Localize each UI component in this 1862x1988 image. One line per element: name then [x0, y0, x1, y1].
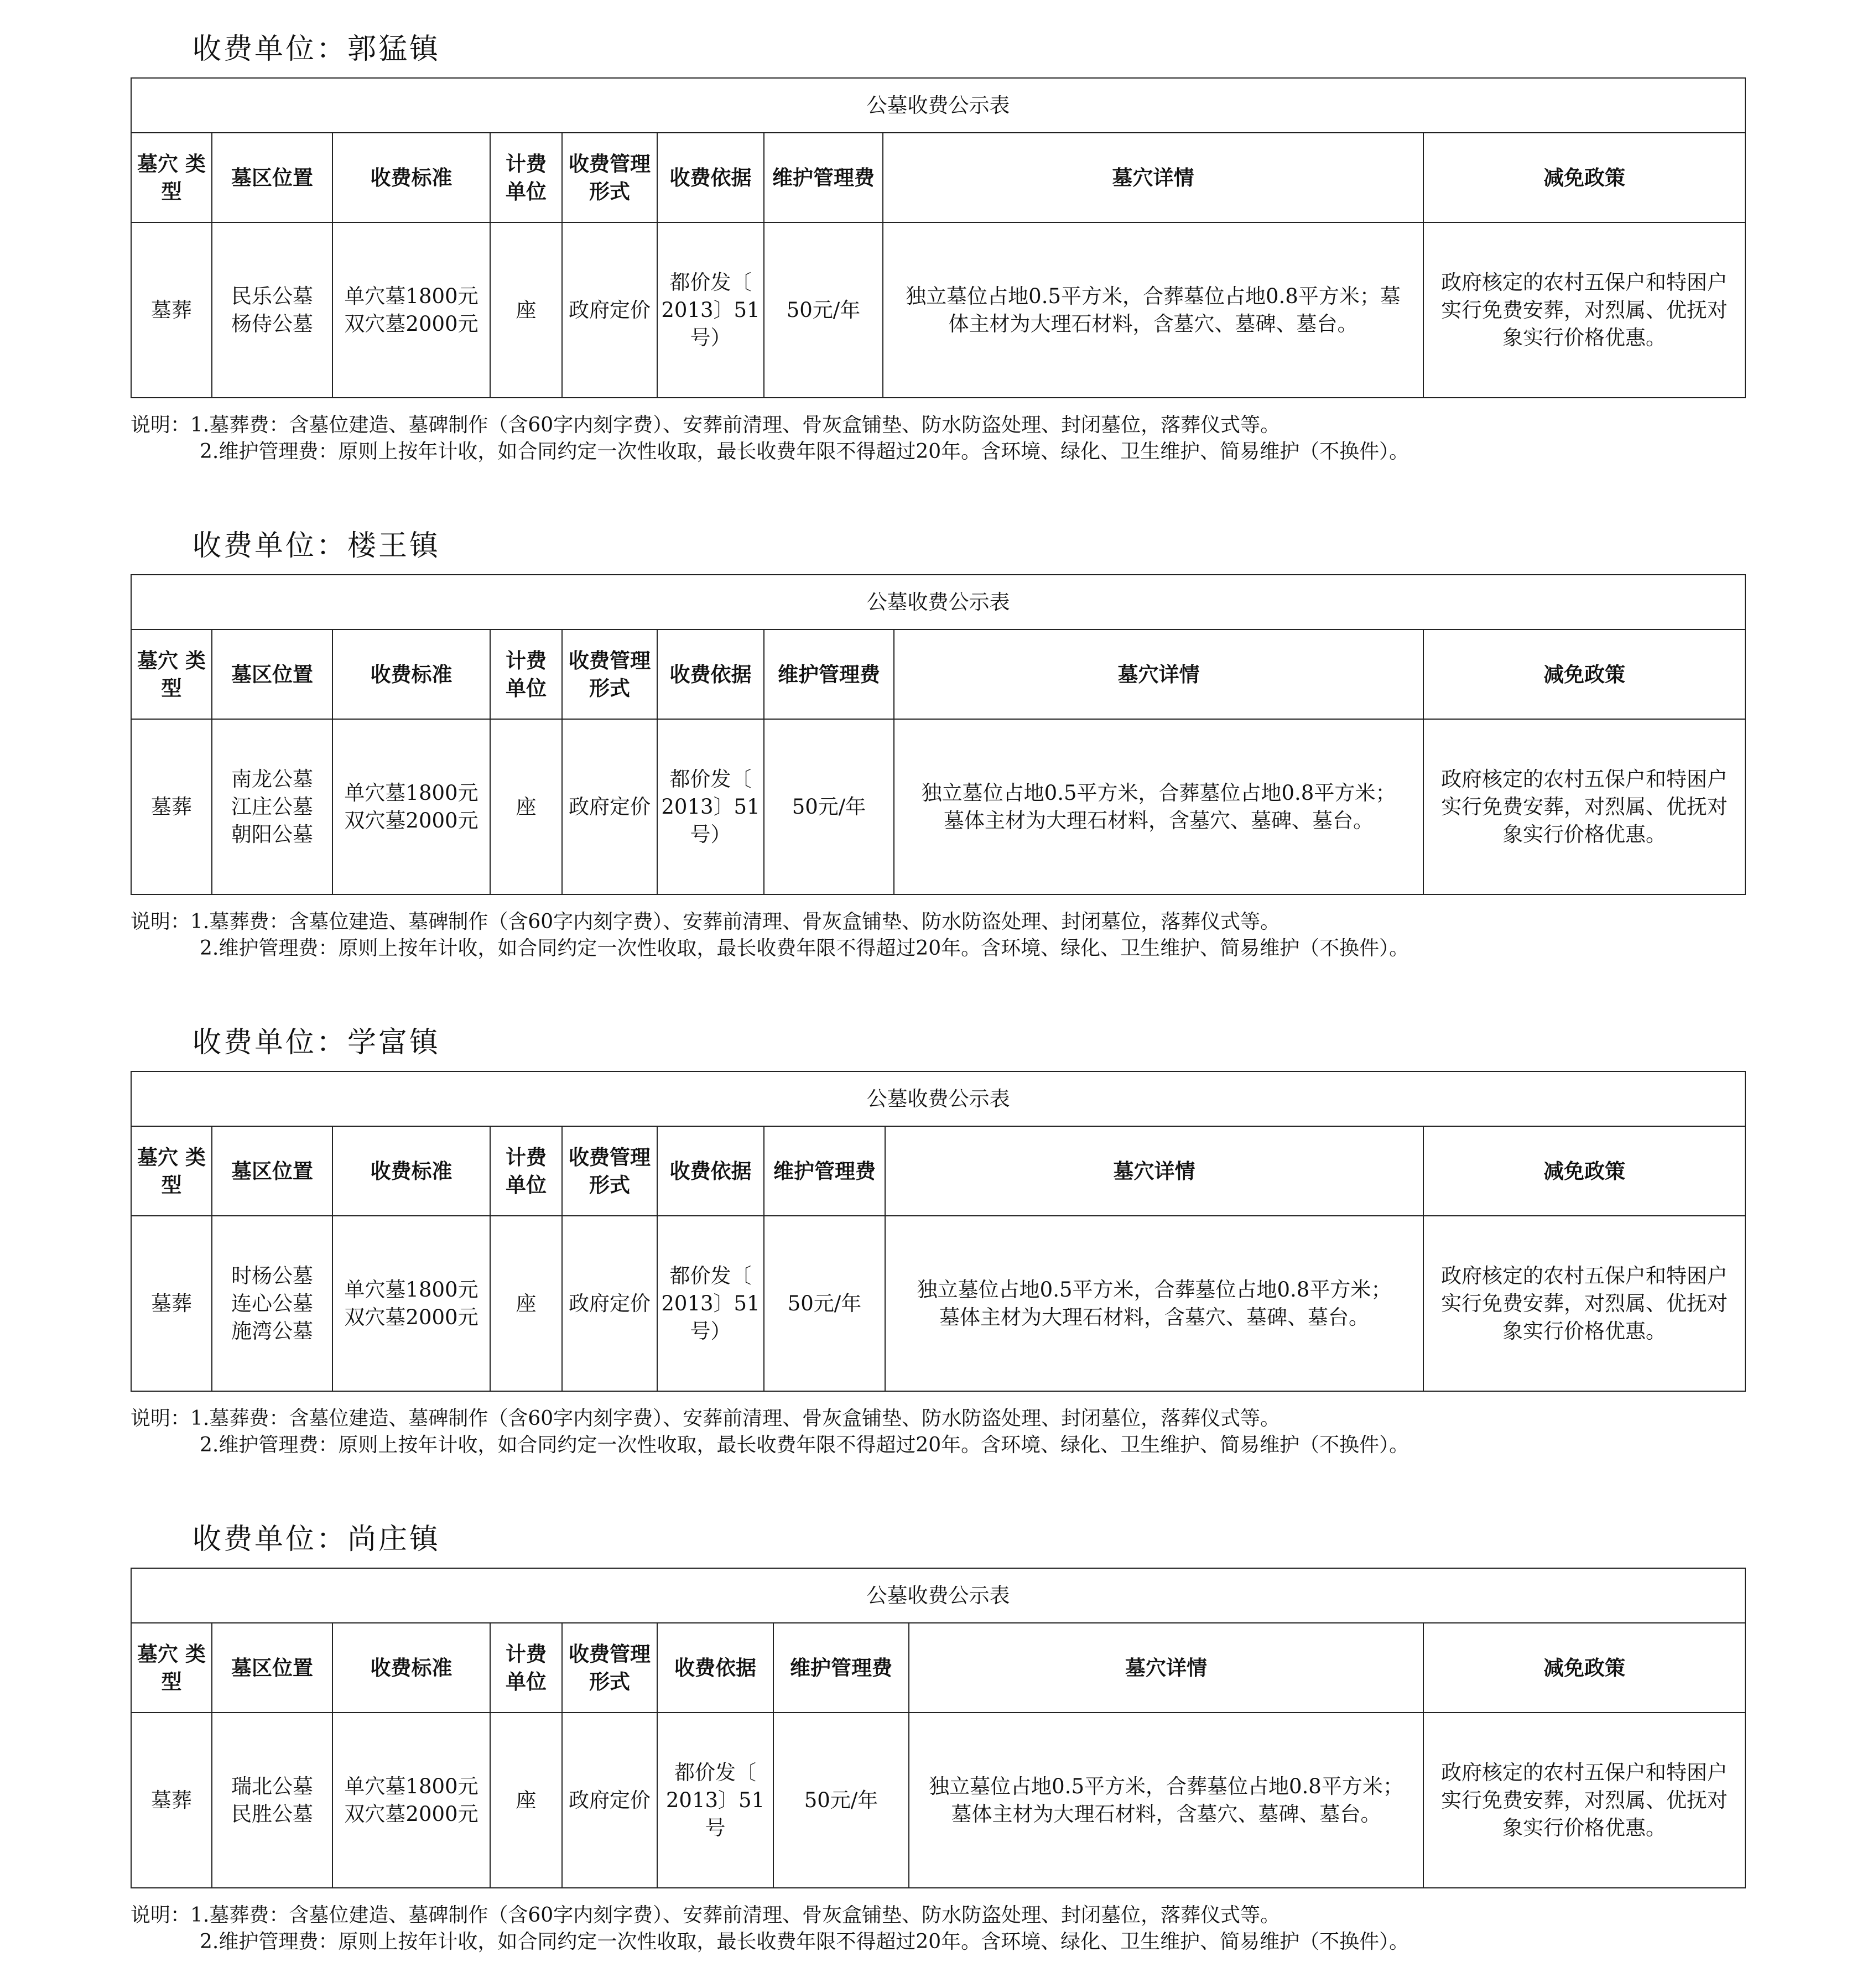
- table-caption: 公墓收费公示表: [131, 1568, 1745, 1623]
- header-exemption-policy: 减免政策: [1423, 1623, 1745, 1713]
- maintenance-fee-cell: 50元/年: [764, 222, 883, 398]
- fee-basis-cell: 都价发〔 2013〕51 号）: [657, 222, 764, 398]
- cemetery-location-cell: 瑞北公墓 民胜公墓: [212, 1713, 332, 1888]
- grave-detail-cell: 独立墓位占地0.5平方米，合葬墓位占地0.8平方米； 墓体主材为大理石材料，含墓穴、墓碑、墓台。: [894, 719, 1423, 894]
- table-row: [131, 222, 1745, 398]
- header-cemetery-location: 墓区位置: [212, 1126, 332, 1216]
- note-maintenance-fee: 2.维护管理费：原则上按年计收，如合同约定一次性收取，最长收费年限不得超过20年。含环境、绿化、卫生维护、简易维护（不换件）。: [200, 1930, 1409, 1953]
- grave-type-cell: 墓葬: [131, 222, 212, 398]
- header-maintenance-fee: 维护管理费: [764, 133, 883, 222]
- header-grave-detail: 墓穴详情: [894, 629, 1423, 719]
- fee-standard-cell: 单穴墓1800元 双穴墓2000元: [332, 1713, 490, 1888]
- note-burial-fee: 说明：1.墓葬费：含墓位建造、墓碑制作（含60字内刻字费）、安葬前清理、骨灰盒铺垫、防水防盗处理、封闭墓位，落葬仪式等。: [131, 1904, 1281, 1927]
- cemetery-location-cell: 时杨公墓 连心公墓 施湾公墓: [212, 1216, 332, 1391]
- billing-unit-cell: 座: [490, 1713, 562, 1888]
- fee-standard-cell: 单穴墓1800元 双穴墓2000元: [332, 1216, 490, 1391]
- header-fee-form: 收费管理 形式: [562, 133, 657, 222]
- header-grave-type: 墓穴 类型: [131, 629, 212, 719]
- grave-detail-cell: 独立墓位占地0.5平方米，合葬墓位占地0.8平方米； 墓体主材为大理石材料，含墓穴、墓碑、墓台。: [909, 1713, 1423, 1888]
- unit-title: 收费单位：郭猛镇: [193, 33, 441, 66]
- header-maintenance-fee: 维护管理费: [773, 1623, 909, 1713]
- table-caption: 公墓收费公示表: [131, 575, 1745, 629]
- note-maintenance-fee: 2.维护管理费：原则上按年计收，如合同约定一次性收取，最长收费年限不得超过20年。含环境、绿化、卫生维护、简易维护（不换件）。: [200, 440, 1409, 463]
- cemetery-location-cell: 南龙公墓 江庄公墓 朝阳公墓: [212, 719, 332, 894]
- fee-basis-cell: 都价发〔 2013〕51号: [657, 1713, 773, 1888]
- header-fee-basis: 收费依据: [657, 133, 764, 222]
- header-fee-standard: 收费标准: [332, 629, 490, 719]
- notes: [131, 1406, 1409, 1459]
- header-billing-unit: 计费 单位: [490, 1126, 562, 1216]
- fee-section: [0, 0, 1862, 498]
- billing-unit-cell: 座: [490, 222, 562, 398]
- fee-table: [131, 574, 1746, 895]
- unit-title: 收费单位：尚庄镇: [193, 1523, 441, 1556]
- maintenance-fee-cell: 50元/年: [764, 719, 894, 894]
- exemption-policy-cell: 政府核定的农村五保户和特困户 实行免费安葬，对烈属、优抚对 象实行价格优惠。: [1423, 1216, 1745, 1391]
- header-cemetery-location: 墓区位置: [212, 629, 332, 719]
- header-grave-detail: 墓穴详情: [885, 1126, 1423, 1216]
- fee-standard-cell: 单穴墓1800元 双穴墓2000元: [332, 222, 490, 398]
- fee-form-cell: 政府定价: [562, 1216, 657, 1391]
- grave-type-cell: 墓葬: [131, 719, 212, 894]
- notes: [131, 412, 1409, 465]
- header-fee-basis: 收费依据: [657, 1623, 773, 1713]
- header-billing-unit: 计费 单位: [490, 1623, 562, 1713]
- header-grave-type: 墓穴 类型: [131, 1126, 212, 1216]
- fee-table: [131, 1071, 1746, 1392]
- header-cemetery-location: 墓区位置: [212, 1623, 332, 1713]
- table-caption: 公墓收费公示表: [131, 1071, 1745, 1126]
- exemption-policy-cell: 政府核定的农村五保户和特困户 实行免费安葬，对烈属、优抚对 象实行价格优惠。: [1423, 719, 1745, 894]
- grave-type-cell: 墓葬: [131, 1216, 212, 1391]
- fee-table: [131, 1568, 1746, 1888]
- header-exemption-policy: 减免政策: [1423, 133, 1745, 222]
- fee-table: [131, 77, 1746, 398]
- header-grave-detail: 墓穴详情: [883, 133, 1423, 222]
- header-fee-basis: 收费依据: [657, 629, 764, 719]
- grave-detail-cell: 独立墓位占地0.5平方米，合葬墓位占地0.8平方米；墓 体主材为大理石材料，含墓穴、墓碑、墓台。: [883, 222, 1423, 398]
- note-burial-fee: 说明：1.墓葬费：含墓位建造、墓碑制作（含60字内刻字费）、安葬前清理、骨灰盒铺垫、防水防盗处理、封闭墓位，落葬仪式等。: [131, 1407, 1281, 1430]
- header-billing-unit: 计费 单位: [490, 629, 562, 719]
- note-burial-fee: 说明：1.墓葬费：含墓位建造、墓碑制作（含60字内刻字费）、安葬前清理、骨灰盒铺垫、防水防盗处理、封闭墓位，落葬仪式等。: [131, 414, 1281, 436]
- header-fee-basis: 收费依据: [657, 1126, 764, 1216]
- unit-title: 收费单位：楼王镇: [193, 529, 441, 563]
- fee-form-cell: 政府定价: [562, 719, 657, 894]
- header-fee-standard: 收费标准: [332, 133, 490, 222]
- header-fee-form: 收费管理 形式: [562, 1126, 657, 1216]
- fee-section: [0, 993, 1862, 1491]
- header-grave-type: 墓穴 类型: [131, 1623, 212, 1713]
- fee-form-cell: 政府定价: [562, 1713, 657, 1888]
- header-billing-unit: 计费 单位: [490, 133, 562, 222]
- note-burial-fee: 说明：1.墓葬费：含墓位建造、墓碑制作（含60字内刻字费）、安葬前清理、骨灰盒铺垫、防水防盗处理、封闭墓位，落葬仪式等。: [131, 910, 1281, 933]
- table-row: [131, 719, 1745, 894]
- header-fee-standard: 收费标准: [332, 1623, 490, 1713]
- exemption-policy-cell: 政府核定的农村五保户和特困户 实行免费安葬，对烈属、优抚对 象实行价格优惠。: [1423, 1713, 1745, 1888]
- fee-basis-cell: 都价发〔 2013〕51 号）: [657, 1216, 764, 1391]
- grave-type-cell: 墓葬: [131, 1713, 212, 1888]
- fee-standard-cell: 单穴墓1800元 双穴墓2000元: [332, 719, 490, 894]
- header-grave-type: 墓穴 类型: [131, 133, 212, 222]
- fee-section: [0, 1490, 1862, 1988]
- cemetery-location-cell: 民乐公墓 杨侍公墓: [212, 222, 332, 398]
- header-exemption-policy: 减免政策: [1423, 629, 1745, 719]
- exemption-policy-cell: 政府核定的农村五保户和特困户 实行免费安葬，对烈属、优抚对 象实行价格优惠。: [1423, 222, 1745, 398]
- header-fee-standard: 收费标准: [332, 1126, 490, 1216]
- fee-section: [0, 497, 1862, 995]
- table-row: [131, 1713, 1745, 1888]
- maintenance-fee-cell: 50元/年: [764, 1216, 885, 1391]
- notes: [131, 1902, 1409, 1955]
- note-maintenance-fee: 2.维护管理费：原则上按年计收，如合同约定一次性收取，最长收费年限不得超过20年。含环境、绿化、卫生维护、简易维护（不换件）。: [200, 1434, 1409, 1456]
- header-fee-form: 收费管理 形式: [562, 1623, 657, 1713]
- maintenance-fee-cell: 50元/年: [773, 1713, 909, 1888]
- header-grave-detail: 墓穴详情: [909, 1623, 1423, 1713]
- header-fee-form: 收费管理 形式: [562, 629, 657, 719]
- header-maintenance-fee: 维护管理费: [764, 1126, 885, 1216]
- fee-basis-cell: 都价发〔 2013〕51 号）: [657, 719, 764, 894]
- table-caption: 公墓收费公示表: [131, 78, 1745, 133]
- header-exemption-policy: 减免政策: [1423, 1126, 1745, 1216]
- fee-form-cell: 政府定价: [562, 222, 657, 398]
- header-maintenance-fee: 维护管理费: [764, 629, 894, 719]
- notes: [131, 909, 1409, 962]
- table-row: [131, 1216, 1745, 1391]
- billing-unit-cell: 座: [490, 1216, 562, 1391]
- grave-detail-cell: 独立墓位占地0.5平方米，合葬墓位占地0.8平方米； 墓体主材为大理石材料，含墓穴、墓碑、墓台。: [885, 1216, 1423, 1391]
- billing-unit-cell: 座: [490, 719, 562, 894]
- note-maintenance-fee: 2.维护管理费：原则上按年计收，如合同约定一次性收取，最长收费年限不得超过20年。含环境、绿化、卫生维护、简易维护（不换件）。: [200, 937, 1409, 960]
- unit-title: 收费单位：学富镇: [193, 1026, 441, 1059]
- header-cemetery-location: 墓区位置: [212, 133, 332, 222]
